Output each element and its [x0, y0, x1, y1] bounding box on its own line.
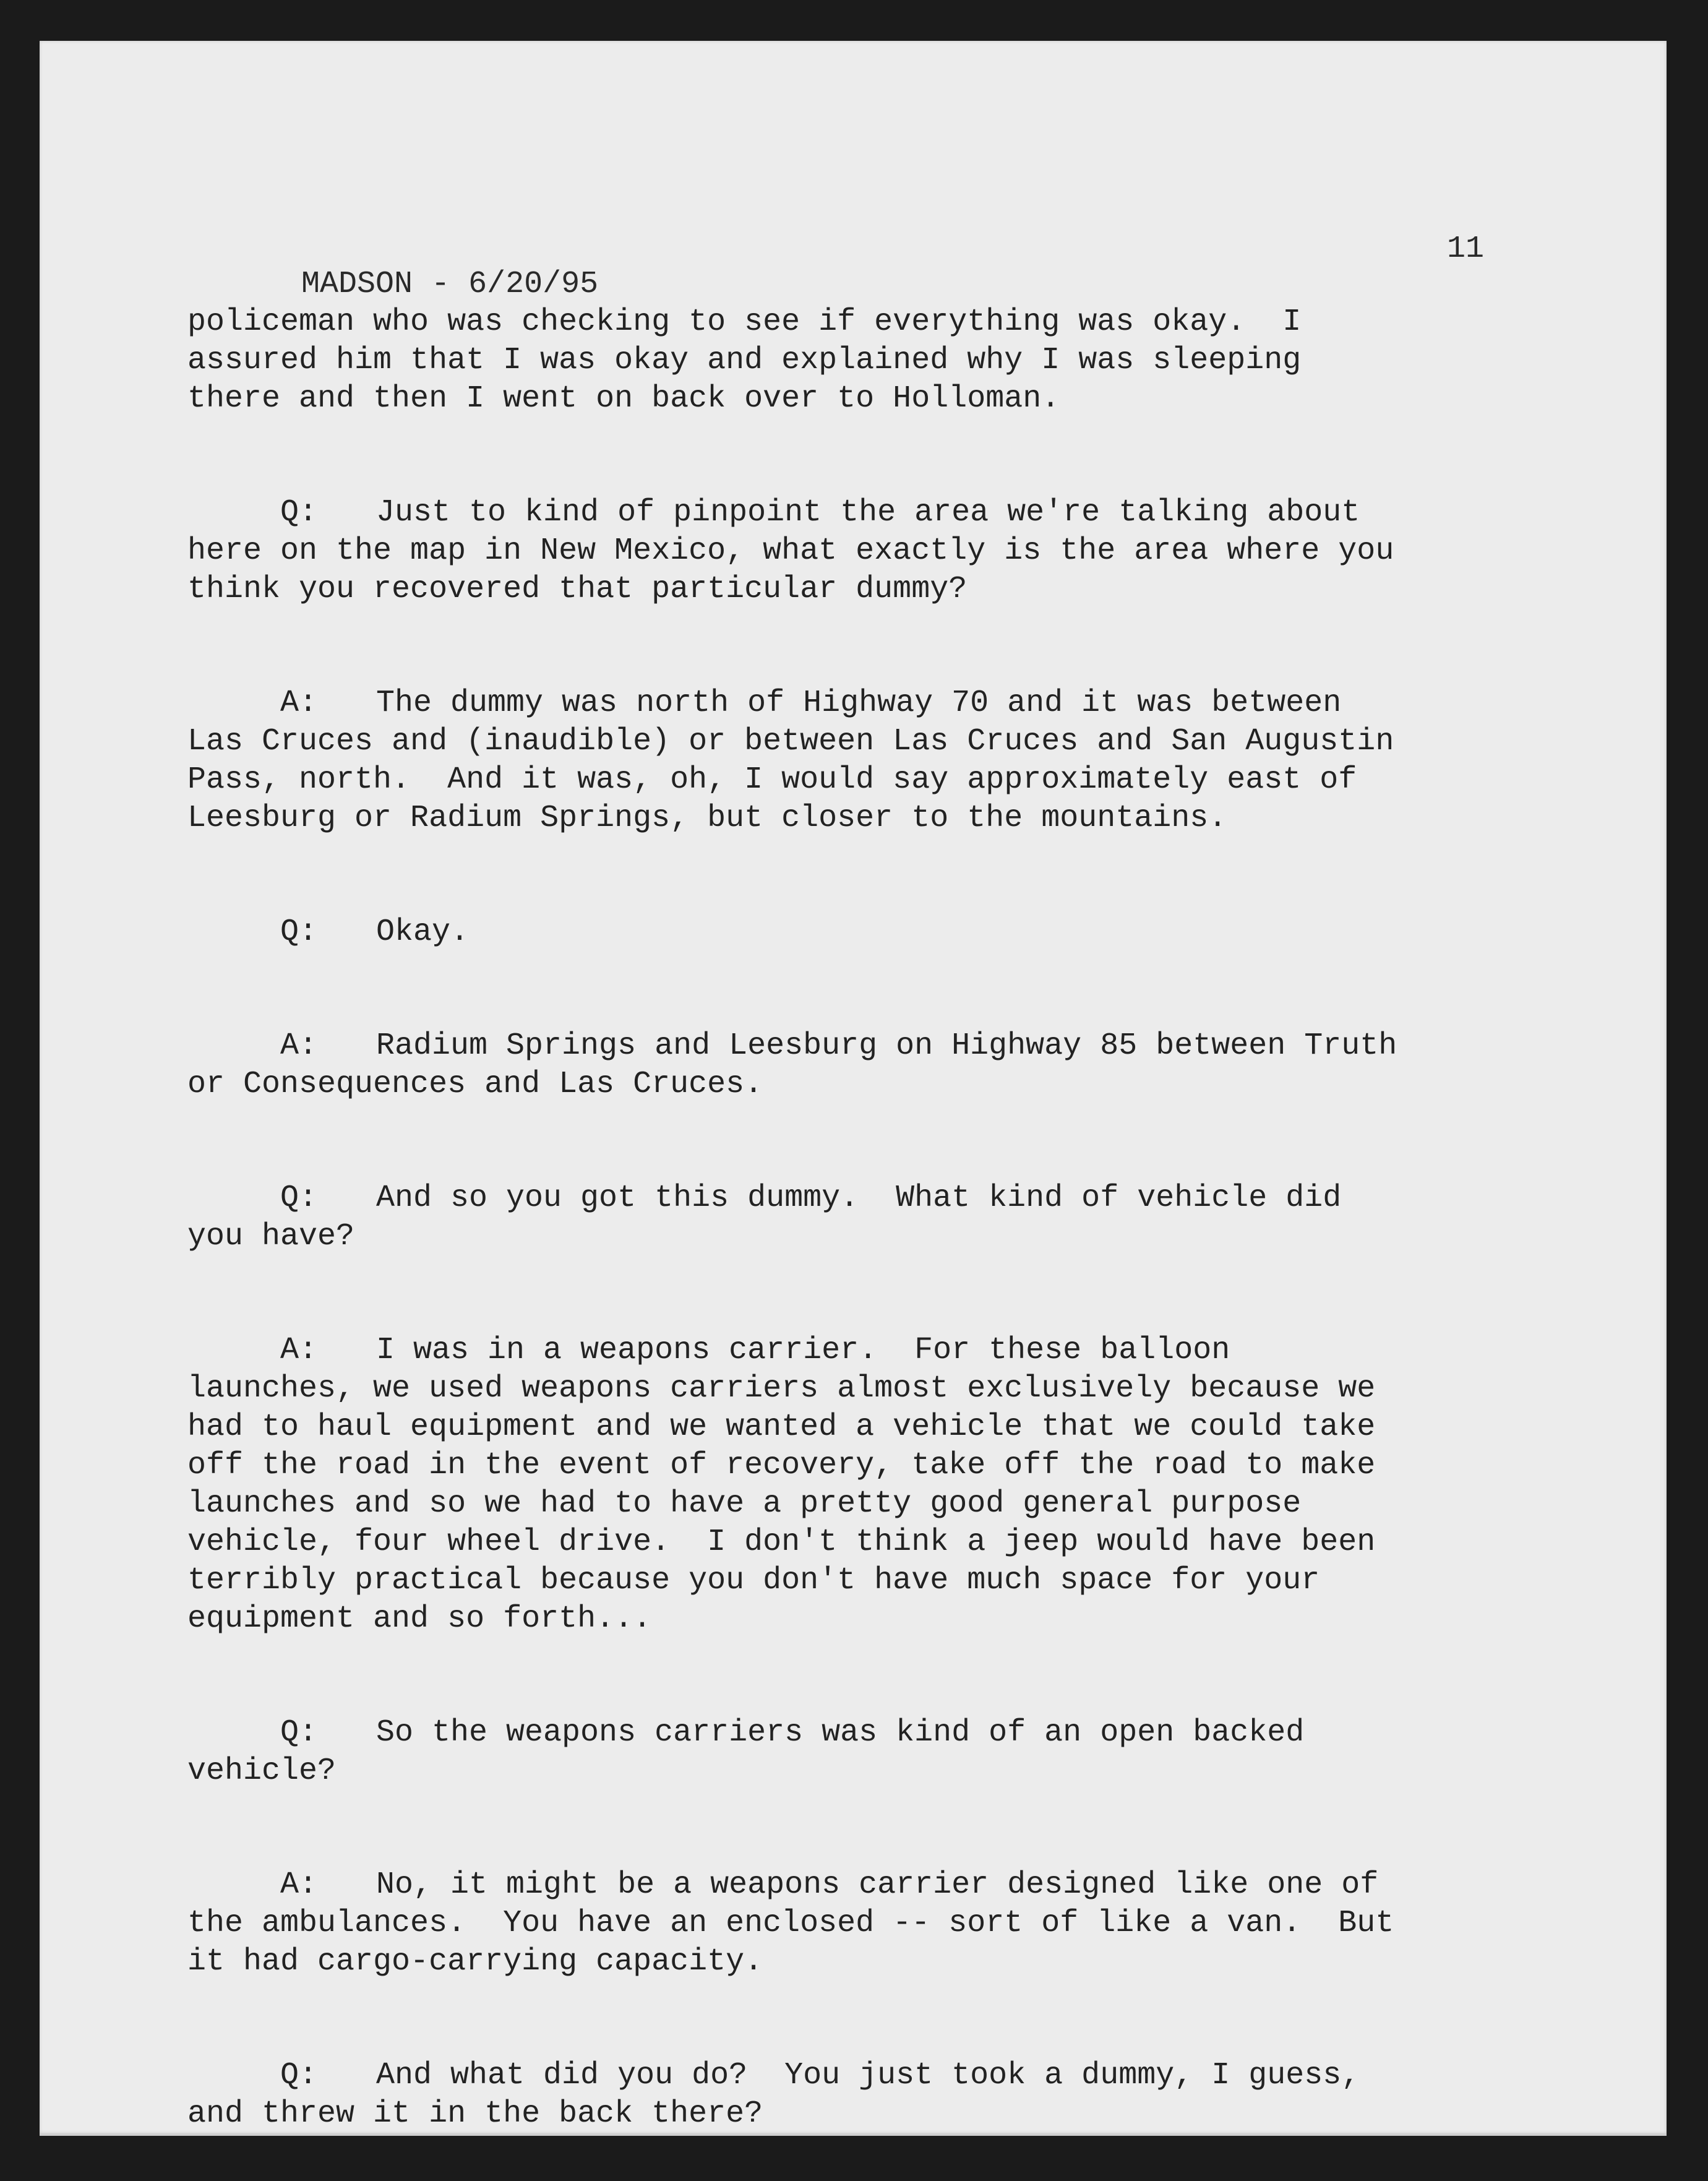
speaker-label: A:: [280, 1028, 318, 1064]
speaker-label: Q:: [280, 1715, 318, 1750]
text-line: here on the map in New Mexico, what exactly is the area where you: [187, 533, 1394, 569]
text-line: think you recovered that particular dummy?: [187, 572, 968, 607]
transcript-body: [187, 303, 1462, 2133]
header-title: MADSON - 6/20/95: [301, 267, 599, 302]
text-line: or Consequences and Las Cruces.: [187, 1067, 763, 1102]
transcript-paragraph: [187, 494, 1462, 609]
transcript-paragraph: [187, 2057, 1462, 2133]
text-line: launches, we used weapons carriers almost exclusively because we: [187, 1371, 1376, 1406]
transcript-paragraph: [187, 1179, 1462, 1256]
text-line: Just to kind of pinpoint the area we're talking about: [376, 495, 1360, 530]
transcript-paragraph: [187, 1331, 1462, 1638]
text-line: So the weapons carriers was kind of an open backed: [376, 1715, 1305, 1750]
text-line: vehicle, four wheel drive. I don't think a jeep would have been: [187, 1525, 1376, 1560]
text-line: Okay.: [376, 914, 470, 950]
text-line: there and then I went on back over to Holloman.: [187, 381, 1060, 416]
text-line: No, it might be a weapons carrier designed like one of: [376, 1867, 1379, 1903]
speaker-label: A:: [280, 1333, 318, 1368]
text-line: Pass, north. And it was, oh, I would say approximately east of: [187, 762, 1357, 798]
text-line: and threw it in the back there?: [187, 2096, 763, 2132]
text-line: equipment and so forth...: [187, 1601, 652, 1637]
transcript-paragraph: [187, 303, 1462, 418]
text-line: assured him that I was okay and explained why I was sleeping: [187, 343, 1302, 378]
transcript-paragraph: [187, 913, 1462, 952]
speaker-label: Q:: [280, 1181, 318, 1216]
text-line: policeman who was checking to see if everything was okay. I: [187, 304, 1302, 340]
text-line: And so you got this dummy. What kind of vehicle did: [376, 1181, 1342, 1216]
page-bottom-edge: [40, 2133, 1667, 2136]
transcript-paragraph: [187, 1027, 1462, 1104]
text-line: And what did you do? You just took a dummy, I guess,: [376, 2058, 1360, 2093]
text-line: terribly practical because you don't have much space for your: [187, 1563, 1320, 1598]
speaker-label: Q:: [280, 2058, 318, 2093]
text-line: launches and so we had to have a pretty good general purpose: [187, 1486, 1302, 1521]
speaker-label: A:: [280, 686, 318, 721]
text-line: you have?: [187, 1219, 355, 1254]
text-line: off the road in the event of recovery, take off the road to make: [187, 1448, 1376, 1483]
text-line: Las Cruces and (inaudible) or between Las Cruces and San Augustin: [187, 724, 1394, 759]
text-line: The dummy was north of Highway 70 and it was between: [376, 686, 1342, 721]
text-line: it had cargo-carrying capacity.: [187, 1944, 763, 1979]
transcript-paragraph: [187, 684, 1462, 838]
text-line: I was in a weapons carrier. For these balloon: [376, 1333, 1230, 1368]
speaker-label: Q:: [280, 914, 318, 950]
speaker-label: A:: [280, 1867, 318, 1903]
text-line: Radium Springs and Leesburg on Highway 85 between Truth: [376, 1028, 1397, 1064]
page-number: 11: [1446, 231, 1484, 267]
text-line: had to haul equipment and we wanted a vehicle that we could take: [187, 1409, 1376, 1445]
text-line: the ambulances. You have an enclosed -- sort of like a van. But: [187, 1906, 1394, 1941]
text-line: vehicle?: [187, 1753, 337, 1789]
transcript-paragraph: [187, 1714, 1462, 1791]
transcript-paragraph: [187, 1866, 1462, 1981]
text-line: Leesburg or Radium Springs, but closer to the mountains.: [187, 801, 1227, 836]
speaker-label: Q:: [280, 495, 318, 530]
